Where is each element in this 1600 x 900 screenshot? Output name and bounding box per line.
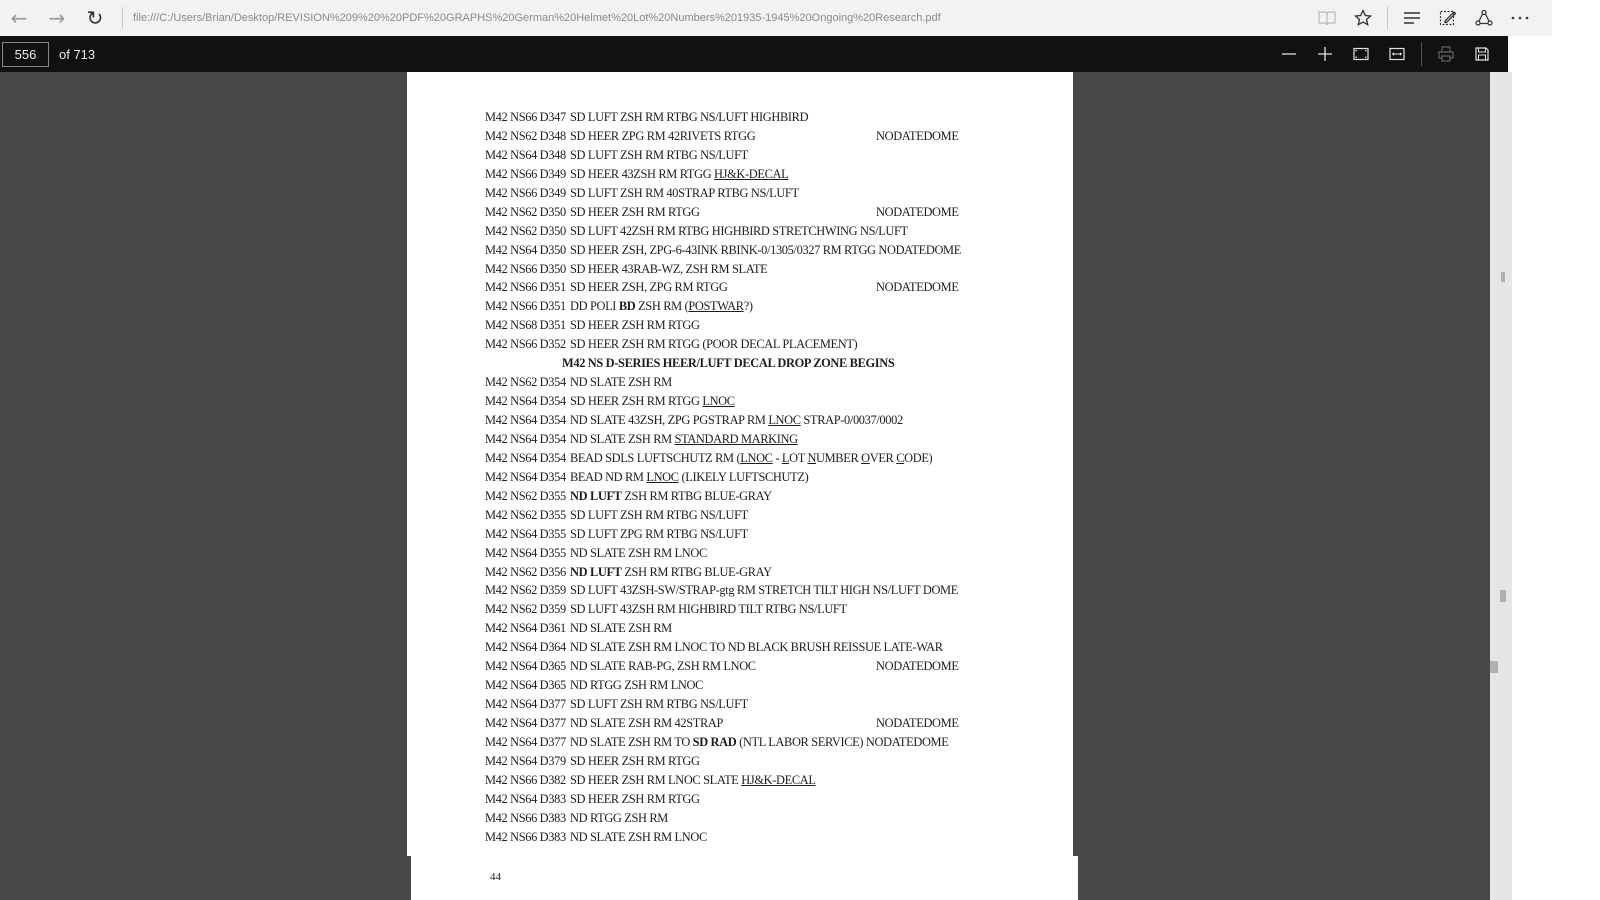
lot-code: M42 NS66 D350 [485,261,566,276]
document-line [485,487,1005,506]
lot-description: SD LUFT ZPG RM RTBG NS/LUFT [570,526,748,541]
lot-code: M42 NS64 D354 [485,431,566,446]
lot-code: M42 NS62 D359 [485,583,566,598]
document-line [485,449,1005,468]
dome-note: NODATEDOME [876,716,959,730]
document-line [485,373,1005,392]
lot-description: ND SLATE 43ZSH, ZPG PGSTRAP RM LNOC STRAP-0/0037/0002 [570,413,903,427]
browser-toolbar [0,0,1552,36]
lot-code: M42 NS64 D348 [485,147,566,162]
lot-code: M42 NS64 D364 [485,640,566,655]
back-button[interactable] [0,0,38,36]
lot-code: M42 NS66 D351 [485,280,566,295]
document-line [485,525,1005,544]
lot-description: ND SLATE ZSH RM 42STRAP [570,716,724,730]
favorite-button[interactable] [1345,0,1381,36]
document-line [485,733,1005,752]
lot-code: M42 NS66 D349 [485,166,566,181]
lot-code: M42 NS64 D383 [485,791,566,806]
lot-code: M42 NS66 D383 [485,810,566,825]
vertical-scrollbar[interactable] [1490,72,1512,900]
lot-code: M42 NS64 D377 [485,697,566,712]
dome-note: NODATEDOME [876,659,959,674]
lot-code: M42 NS66 D349 [485,185,566,200]
document-line [485,695,1005,714]
lot-description: SD HEER ZSH RM LNOC SLATE HJ&K-DECAL [570,772,816,787]
lot-code: M42 NS64 D365 [485,678,566,693]
lot-code: M42 NS64 D361 [485,621,566,636]
zoom-out-button[interactable] [1271,36,1307,72]
web-note-button[interactable] [1430,0,1466,36]
hub-button[interactable] [1394,0,1430,36]
more-icon [1511,16,1529,20]
document-line [485,127,1005,146]
document-line [485,657,1005,676]
zoom-in-icon [1317,46,1333,62]
document-lines [485,108,1005,847]
lot-description: SD LUFT ZSH RM RTBG NS/LUFT [570,507,748,522]
lot-code: M42 NS64 D354 [485,469,566,484]
lot-description: ND SLATE ZSH RM LNOC TO ND BLACK BRUSH REISSUE LATE-WAR [570,640,943,655]
lot-code: M42 NS64 D355 [485,526,566,541]
lot-code: M42 NS64 D377 [485,734,566,749]
lot-code: M42 NS66 D352 [485,337,566,352]
fit-width-button[interactable] [1379,36,1415,72]
zoom-in-button[interactable] [1307,36,1343,72]
lot-code: M42 NS62 D359 [485,602,566,617]
lot-code: M42 NS64 D365 [485,659,566,674]
lot-code: M42 NS62 D350 [485,223,566,238]
section-heading: M42 NS D-SERIES HEER/LUFT DECAL DROP ZONE BEGINS [562,356,895,371]
favorite-star-icon [1354,9,1372,27]
lot-description: SD HEER ZSH RM RTGG (POOR DECAL PLACEMENT) [570,337,858,352]
document-line [485,828,1005,847]
lot-description: SD HEER ZSH RM RTGG [570,204,700,219]
document-line [485,335,1005,354]
lot-description: SD HEER ZSH RM RTGG [570,791,700,806]
document-line [485,222,1005,241]
lot-code: M42 NS66 D383 [485,829,566,844]
share-icon [1475,9,1493,27]
lot-code: M42 NS64 D377 [485,716,566,730]
document-line [485,752,1005,771]
scrollbar-thumb[interactable] [1501,272,1505,282]
lot-code: M42 NS66 D347 [485,110,566,124]
toolbar-divider [1387,7,1388,29]
lot-code: M42 NS68 D351 [485,318,566,333]
lot-description: ND SLATE ZSH RM [570,375,672,390]
document-line [485,619,1005,638]
dome-note: NODATEDOME [876,204,959,219]
refresh-button[interactable] [76,0,114,36]
zoom-out-icon [1281,46,1297,62]
forward-button[interactable] [38,0,76,36]
lot-description: SD LUFT ZSH RM RTBG NS/LUFT [570,147,748,162]
lot-description: ND RTGG ZSH RM LNOC [570,678,704,693]
document-line [485,411,1005,430]
lot-code: M42 NS64 D379 [485,753,566,768]
fit-page-icon [1353,47,1369,61]
document-line [485,544,1005,563]
hub-icon [1403,11,1421,25]
reading-view-button[interactable] [1309,0,1345,36]
dome-note: NODATEDOME [876,128,959,143]
lot-code: M42 NS62 D356 [485,564,566,579]
lot-code: M42 NS64 D350 [485,242,566,257]
page-footer-number: 44 [490,871,501,883]
document-line [485,600,1005,619]
web-note-icon [1439,9,1457,27]
page-count: of 713 [59,46,96,62]
document-line [485,184,1005,203]
lot-description: SD HEER ZPG RM 42RIVETS RTGG [570,128,756,143]
lot-description: SD LUFT 43ZSH RM HIGHBIRD TILT RTBG NS/LUFT [570,602,847,617]
lot-description: ND LUFT ZSH RM RTBG BLUE-GRAY [570,488,772,503]
document-line [485,638,1005,657]
lot-description: SD HEER 43RAB-WZ, ZSH RM SLATE [570,261,768,276]
scroll-marker [1490,661,1498,673]
document-line [485,241,1005,260]
lot-description: BEAD SDLS LUFTSCHUTZ RM (LNOC - LOT NUMBER OVER CODE) [570,450,933,465]
lot-description: BEAD ND RM LNOC (LIKELY LUFTSCHUTZ) [570,469,809,484]
document-line [485,563,1005,582]
lot-description: SD LUFT ZSH RM RTBG NS/LUFT [570,697,748,712]
lot-code: M42 NS64 D354 [485,450,566,465]
document-line [485,203,1005,222]
document-line [485,165,1005,184]
lot-description: SD LUFT ZSH RM 40STRAP RTBG NS/LUFT [570,185,799,200]
dome-note: NODATEDOME [876,280,959,295]
lot-description: ND LUFT ZSH RM RTBG BLUE-GRAY [570,564,772,579]
lot-description: SD LUFT ZSH RM RTBG NS/LUFT HIGHBIRD [570,110,809,124]
back-arrow-icon: ← [10,6,28,30]
fit-width-icon [1389,47,1405,61]
document-line [485,278,1005,297]
document-line [485,809,1005,828]
refresh-icon: ↻ [86,6,104,30]
lot-description: SD HEER ZSH RM RTGG [570,318,700,333]
share-button[interactable] [1466,0,1502,36]
lot-code: M42 NS62 D355 [485,488,566,503]
lot-description: SD LUFT 42ZSH RM RTBG HIGHBIRD STRETCHWING NS/LUFT [570,223,908,238]
document-line [485,297,1005,316]
address-bar[interactable]: file:///C:/Users/Brian/Desktop/REVISION%209%20%20PDF%20GRAPHS%20German%20Helmet%20Lot%20Numbers%201935-1945%20Ongoing%20Research.pdf [133,12,941,24]
save-button[interactable] [1464,36,1500,72]
lot-description: ND RTGG ZSH RM [570,810,668,825]
lot-code: M42 NS62 D355 [485,507,566,522]
pdf-toolbar-divider [1421,42,1422,66]
lot-description: ND SLATE ZSH RM TO SD RAD (NTL LABOR SERVICE) NODATEDOME [570,734,949,749]
document-line [485,790,1005,809]
lot-description: ND SLATE ZSH RM LNOC [570,545,707,560]
lot-code: M42 NS64 D354 [485,413,566,427]
document-line [485,676,1005,695]
lot-description: SD HEER ZSH RM RTGG LNOC [570,394,735,409]
lot-description: DD POLI BD ZSH RM (POSTWAR?) [570,299,753,314]
lot-description: SD HEER ZSH, ZPG RM RTGG [570,280,728,295]
print-icon [1438,46,1454,62]
document-line [485,714,1005,733]
document-line [485,146,1005,165]
lot-description: SD HEER ZSH, ZPG-6-43INK RBINK-0/1305/0327 RM RTGG NODATEDOME [570,242,961,257]
document-line [485,108,1005,127]
lot-description: ND SLATE RAB-PG, ZSH RM LNOC [570,659,756,674]
lot-description: ND SLATE ZSH RM [570,621,672,636]
address-divider [122,7,123,29]
lot-description: ND SLATE ZSH RM LNOC [570,829,707,844]
document-line [485,316,1005,335]
lot-description: ND SLATE ZSH RM STANDARD MARKING [570,431,798,446]
save-icon [1475,47,1489,61]
lot-code: M42 NS62 D354 [485,375,566,390]
lot-description: SD HEER 43ZSH RM RTGG HJ&K-DECAL [570,166,789,181]
page-number-input[interactable] [2,42,49,67]
pdf-toolbar [0,36,1508,72]
scroll-marker [1500,590,1506,602]
print-button[interactable] [1428,36,1464,72]
more-button[interactable] [1502,0,1538,36]
lot-description: SD LUFT 43ZSH-SW/STRAP-gtg RM STRETCH TILT HIGH NS/LUFT DOME [570,583,958,598]
fit-page-button[interactable] [1343,36,1379,72]
lot-code: M42 NS66 D351 [485,299,566,314]
lot-description: SD HEER ZSH RM RTGG [570,753,700,768]
forward-arrow-icon: → [48,6,66,30]
document-line [485,771,1005,790]
document-line [485,468,1005,487]
document-line [485,581,1005,600]
document-line [485,260,1005,279]
document-line [485,506,1005,525]
reading-view-icon [1318,10,1336,26]
pdf-page-footer [411,856,1078,900]
document-line [485,392,1005,411]
document-line [485,430,1005,449]
lot-code: M42 NS64 D355 [485,545,566,560]
lot-code: M42 NS64 D354 [485,394,566,409]
lot-code: M42 NS62 D348 [485,128,566,143]
lot-code: M42 NS62 D350 [485,204,566,219]
lot-code: M42 NS66 D382 [485,772,566,787]
